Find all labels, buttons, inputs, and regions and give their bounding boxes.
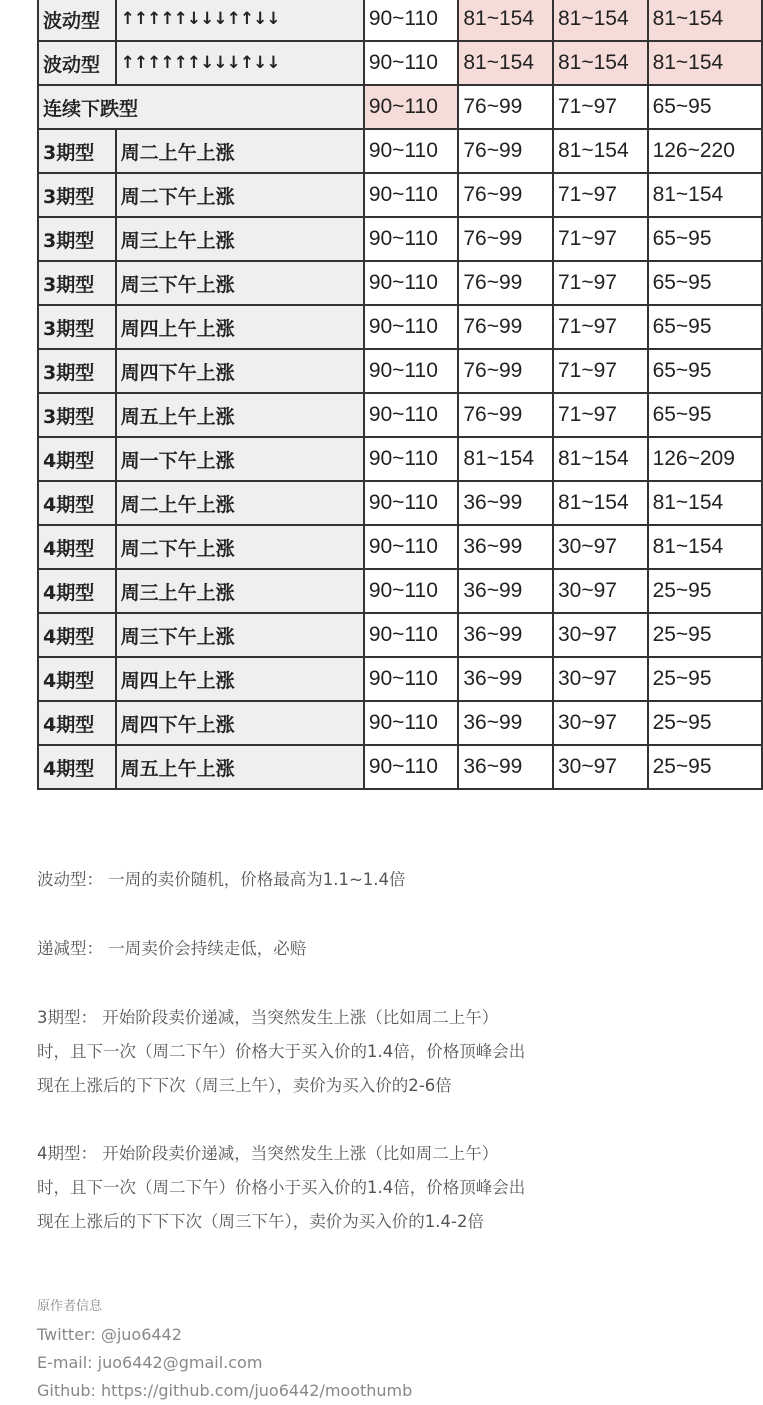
pattern-subtype-cell: 周五上午上涨	[116, 745, 364, 789]
price-range-cell: 90~110	[364, 173, 459, 217]
price-range-cell: 90~110	[364, 261, 459, 305]
price-range-cell: 81~154	[553, 437, 648, 481]
table-row	[38, 481, 762, 525]
price-range-cell: 36~99	[458, 657, 553, 701]
price-range-cell: 90~110	[364, 393, 459, 437]
price-range-cell: 126~209	[648, 437, 762, 481]
price-range-cell: 36~99	[458, 745, 553, 789]
pattern-type-cell: 3期型	[38, 349, 116, 393]
pattern-type-cell: 3期型	[38, 261, 116, 305]
credit-github: Github: https://github.com/juo6442/moothumb	[37, 1381, 413, 1400]
price-range-cell: 30~97	[553, 569, 648, 613]
price-range-cell: 76~99	[458, 393, 553, 437]
price-pattern-table	[37, 0, 763, 790]
table-row	[38, 657, 762, 701]
pattern-subtype-cell: 周四上午上涨	[116, 657, 364, 701]
price-range-cell: 90~110	[364, 745, 459, 789]
author-credit	[37, 1293, 412, 1405]
price-range-cell: 81~154	[648, 173, 762, 217]
table-row	[38, 745, 762, 789]
pattern-type-cell: 3期型	[38, 393, 116, 437]
price-range-cell: 81~154	[648, 0, 762, 41]
pattern-subtype-cell: 周三下午上涨	[116, 613, 364, 657]
price-range-cell: 81~154	[648, 525, 762, 569]
price-range-cell: 90~110	[364, 0, 459, 41]
pattern-subtype-cell: 周三下午上涨	[116, 261, 364, 305]
pattern-type-cell: 4期型	[38, 613, 116, 657]
table-row	[38, 261, 762, 305]
pattern-subtype-cell: 周四下午上涨	[116, 701, 364, 745]
price-range-cell: 90~110	[364, 217, 459, 261]
price-range-cell: 36~99	[458, 613, 553, 657]
price-range-cell: 90~110	[364, 349, 459, 393]
price-range-cell: 90~110	[364, 701, 459, 745]
table-row	[38, 613, 762, 657]
pattern-type-cell: 4期型	[38, 701, 116, 745]
price-range-cell: 76~99	[458, 261, 553, 305]
price-range-cell: 36~99	[458, 525, 553, 569]
pattern-subtype-cell: 周三上午上涨	[116, 217, 364, 261]
table-row	[38, 393, 762, 437]
credit-heading: 原作者信息	[37, 1299, 103, 1314]
price-range-cell: 65~95	[648, 393, 762, 437]
price-range-cell: 90~110	[364, 613, 459, 657]
price-range-cell: 76~99	[458, 85, 553, 129]
price-range-cell: 30~97	[553, 657, 648, 701]
price-range-cell: 76~99	[458, 217, 553, 261]
pattern-subtype-cell: 周四上午上涨	[116, 305, 364, 349]
price-range-cell: 90~110	[364, 41, 459, 85]
pattern-subtype-cell: 周五上午上涨	[116, 393, 364, 437]
price-range-cell: 25~95	[648, 657, 762, 701]
pattern-type-cell: 3期型	[38, 217, 116, 261]
table-row	[38, 569, 762, 613]
price-range-cell: 36~99	[458, 569, 553, 613]
table-row	[38, 437, 762, 481]
price-range-cell: 71~97	[553, 393, 648, 437]
table-row	[38, 305, 762, 349]
price-range-cell: 90~110	[364, 305, 459, 349]
credit-twitter: Twitter: @juo6442	[37, 1325, 182, 1344]
price-range-cell: 90~110	[364, 569, 459, 613]
price-range-cell: 30~97	[553, 613, 648, 657]
price-range-cell: 25~95	[648, 745, 762, 789]
note-4-period: 4期型： 开始阶段卖价递减，当突然发生上涨（比如周二上午） 时，且下一次（周二下午）价格小于买入价的1.4倍，价格顶峰会出 现在上涨后的下下下次（周三下午），卖价为买入价的1.4-2倍	[37, 1144, 526, 1231]
pattern-subtype-cell: 周二上午上涨	[116, 481, 364, 525]
price-range-cell: 36~99	[458, 701, 553, 745]
pattern-type-cell: 4期型	[38, 437, 116, 481]
price-range-cell: 81~154	[458, 41, 553, 85]
table-row	[38, 85, 762, 129]
price-range-cell: 76~99	[458, 305, 553, 349]
price-range-cell: 90~110	[364, 129, 459, 173]
price-range-cell: 36~99	[458, 481, 553, 525]
table-row	[38, 0, 762, 41]
price-range-cell: 71~97	[553, 261, 648, 305]
pattern-type-cell: 连续下跌型	[38, 85, 364, 129]
pattern-type-cell: 4期型	[38, 745, 116, 789]
price-range-cell: 90~110	[364, 481, 459, 525]
price-range-cell: 81~154	[458, 0, 553, 41]
price-range-cell: 30~97	[553, 701, 648, 745]
price-range-cell: 71~97	[553, 349, 648, 393]
price-range-cell: 81~154	[553, 129, 648, 173]
pattern-type-cell: 3期型	[38, 305, 116, 349]
pattern-type-cell: 4期型	[38, 657, 116, 701]
table-row	[38, 41, 762, 85]
price-range-cell: 65~95	[648, 349, 762, 393]
pattern-type-cell: 3期型	[38, 129, 116, 173]
pattern-subtype-cell: 周二下午上涨	[116, 525, 364, 569]
price-range-cell: 25~95	[648, 701, 762, 745]
pattern-type-cell: 4期型	[38, 569, 116, 613]
pattern-subtype-cell: ↑↑↑↑↑↑↓↓↓↑↓↓	[116, 41, 364, 85]
price-range-cell: 30~97	[553, 525, 648, 569]
table-row	[38, 525, 762, 569]
note-decrease: 递减型： 一周卖价会持续走低，必赔	[37, 939, 307, 958]
pattern-subtype-cell: 周一下午上涨	[116, 437, 364, 481]
price-range-cell: 25~95	[648, 613, 762, 657]
price-range-cell: 76~99	[458, 173, 553, 217]
price-range-cell: 126~220	[648, 129, 762, 173]
notes	[37, 863, 525, 1239]
price-range-cell: 65~95	[648, 85, 762, 129]
table-row	[38, 217, 762, 261]
price-range-cell: 76~99	[458, 129, 553, 173]
price-range-cell: 76~99	[458, 349, 553, 393]
price-range-cell: 71~97	[553, 217, 648, 261]
price-range-cell: 81~154	[553, 481, 648, 525]
price-range-cell: 90~110	[364, 657, 459, 701]
price-range-cell: 65~95	[648, 305, 762, 349]
price-range-cell: 25~95	[648, 569, 762, 613]
price-range-cell: 71~97	[553, 305, 648, 349]
price-range-cell: 81~154	[648, 41, 762, 85]
price-range-cell: 71~97	[553, 85, 648, 129]
pattern-type-cell: 波动型	[38, 41, 116, 85]
pattern-subtype-cell: 周二上午上涨	[116, 129, 364, 173]
price-range-cell: 81~154	[553, 41, 648, 85]
price-range-cell: 90~110	[364, 437, 459, 481]
price-range-cell: 90~110	[364, 525, 459, 569]
note-3-period: 3期型： 开始阶段卖价递减，当突然发生上涨（比如周二上午） 时，且下一次（周二下午）价格大于买入价的1.4倍，价格顶峰会出 现在上涨后的下下次（周三上午），卖价为买入价的2-6倍	[37, 1008, 526, 1095]
price-range-cell: 81~154	[553, 0, 648, 41]
pattern-subtype-cell: 周三上午上涨	[116, 569, 364, 613]
price-range-cell: 65~95	[648, 217, 762, 261]
pattern-type-cell: 4期型	[38, 481, 116, 525]
pattern-subtype-cell: ↑↑↑↑↑↓↓↓↑↑↓↓	[116, 0, 364, 41]
credit-email: E-mail: juo6442@gmail.com	[37, 1353, 263, 1372]
table-row	[38, 129, 762, 173]
table-row	[38, 349, 762, 393]
pattern-subtype-cell: 周四下午上涨	[116, 349, 364, 393]
price-range-cell: 30~97	[553, 745, 648, 789]
price-range-cell: 90~110	[364, 85, 459, 129]
note-wave: 波动型： 一周的卖价随机，价格最高为1.1~1.4倍	[37, 870, 406, 889]
pattern-type-cell: 波动型	[38, 0, 116, 41]
price-range-cell: 81~154	[648, 481, 762, 525]
price-range-cell: 65~95	[648, 261, 762, 305]
pattern-type-cell: 4期型	[38, 525, 116, 569]
pattern-subtype-cell: 周二下午上涨	[116, 173, 364, 217]
price-range-cell: 71~97	[553, 173, 648, 217]
pattern-type-cell: 3期型	[38, 173, 116, 217]
table-row	[38, 173, 762, 217]
price-range-cell: 81~154	[458, 437, 553, 481]
table-row	[38, 701, 762, 745]
